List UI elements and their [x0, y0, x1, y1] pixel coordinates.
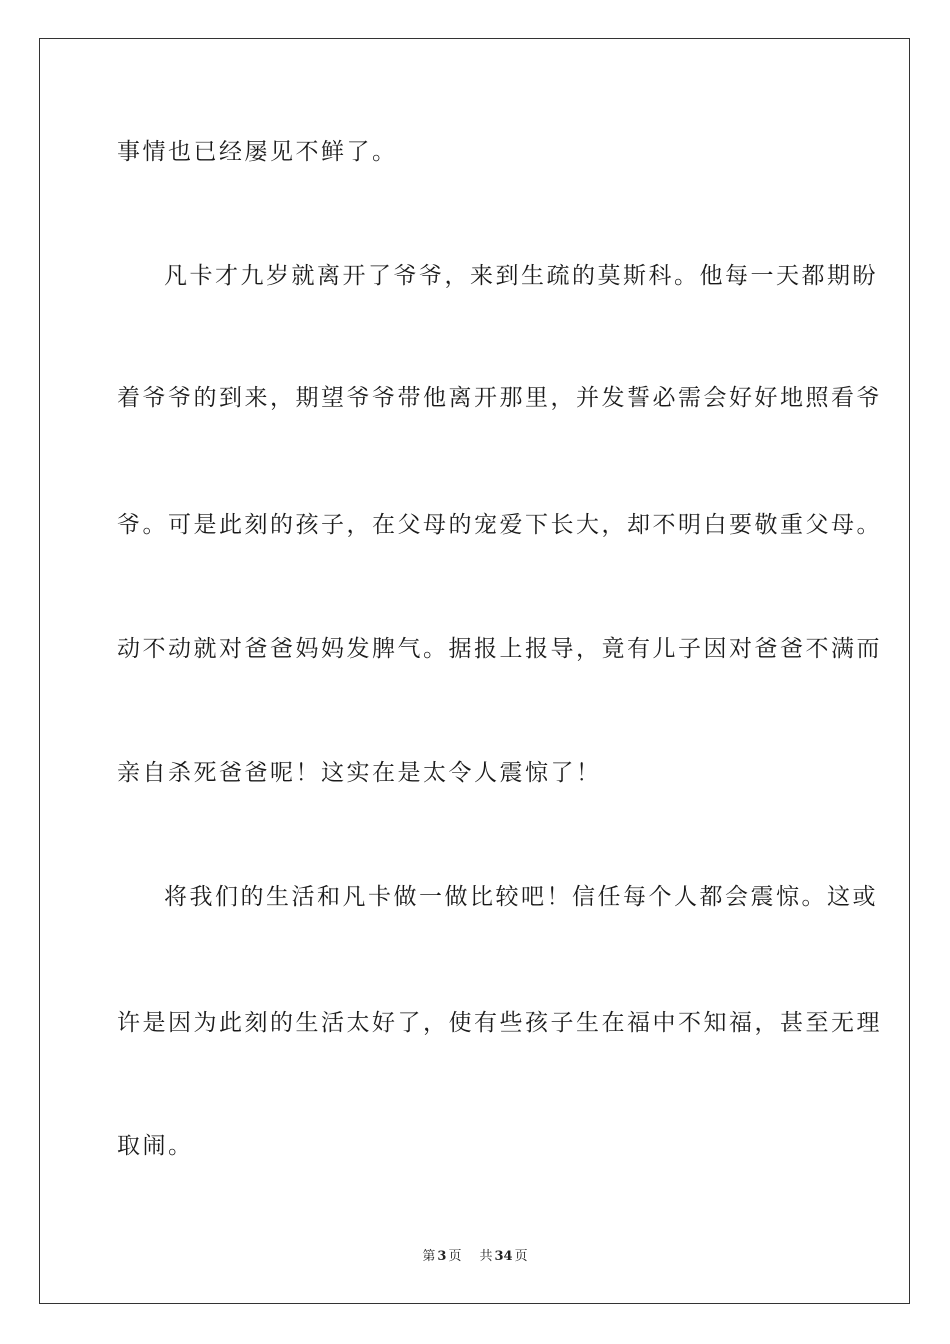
text-line: 许是因为此刻的生活太好了，使有些孩子生在福中不知福，甚至无理	[117, 1010, 882, 1036]
text-line: 爷。可是此刻的孩子，在父母的宠爱下长大，却不明白要敬重父母。	[117, 512, 882, 538]
page-border	[39, 38, 910, 1304]
footer-total-pages: 34	[494, 1249, 513, 1264]
text-line: 着爷爷的到来，期望爷爷带他离开那里，并发誓必需会好好地照看爷	[117, 385, 882, 411]
text-line: 亲自杀死爸爸呢！这实在是太令人震惊了！	[117, 760, 602, 786]
text-line: 取闹。	[117, 1133, 194, 1159]
footer-total-prefix: 共	[479, 1249, 493, 1264]
text-line-indented: 凡卡才九岁就离开了爷爷，来到生疏的莫斯科。他每一天都期盼	[164, 263, 878, 289]
footer-page-prefix: 第	[422, 1249, 436, 1264]
footer-total-suffix: 页	[514, 1249, 528, 1264]
text-line: 事情也已经屡见不鲜了。	[117, 139, 398, 165]
footer-page-suffix: 页	[448, 1249, 462, 1264]
footer-page-number: 3	[437, 1249, 447, 1264]
text-line: 动不动就对爸爸妈妈发脾气。据报上报导，竟有儿子因对爸爸不满而	[117, 636, 882, 662]
text-line-indented: 将我们的生活和凡卡做一做比较吧！信任每个人都会震惊。这或	[164, 884, 878, 910]
page-footer	[0, 1248, 950, 1266]
